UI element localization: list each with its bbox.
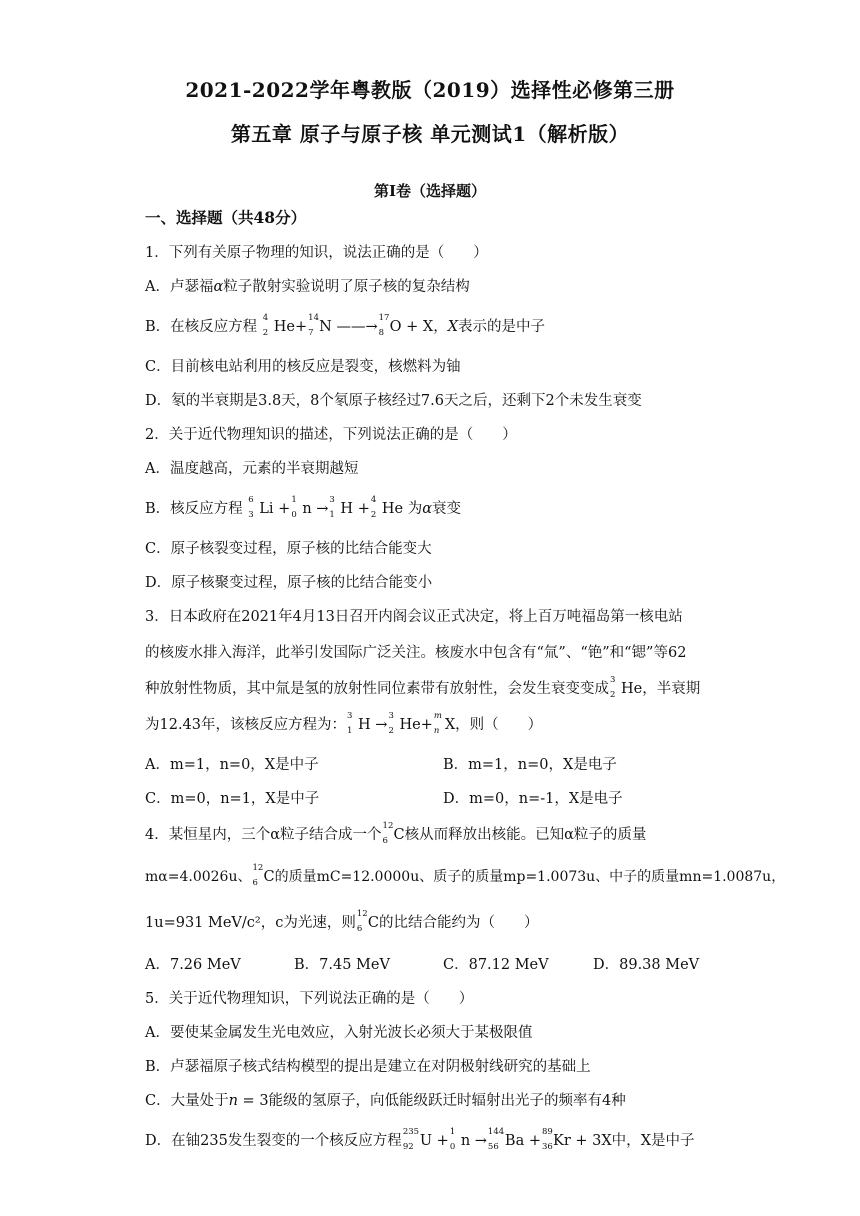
nuclide-he: 4 2 He	[262, 313, 295, 338]
q1-b-text: B．在核反应方程	[145, 319, 258, 335]
q1-b-x: + X，	[406, 319, 448, 335]
q4-line2-end: 的质量mC=12.0000u、质子的质量mp=1.0073u、中子的质量mn=1.0087u，	[274, 869, 786, 885]
q4-line3-end: 的比结合能约为（ ）	[378, 915, 539, 931]
nuclide-he3: 3 2 He	[388, 711, 421, 736]
q3-line3-text: 种放射性物质，其中氚是氢的放射性同位素带有放射性，会发生衰变变成	[145, 681, 609, 697]
nuclide-u235: 235 92 U	[402, 1127, 433, 1152]
q3-option-b: B．m=1，n=0，X是电子	[443, 757, 617, 773]
q2-b-mid: 为	[407, 501, 423, 517]
q2-b-text: B．核反应方程	[145, 501, 243, 517]
q5-option-d	[145, 1129, 695, 1150]
plus-sign: +	[528, 1133, 541, 1149]
reaction-arrow: →	[316, 501, 329, 517]
nuclide-c12: 12 6 C	[252, 863, 275, 888]
q5-c-text-end: = 3能级的氢原子，向低能级跃迁时辐射出光子的频率有4种	[237, 1093, 626, 1109]
nuclide-x: m n X	[433, 711, 456, 736]
q4-line1-end: 核从而释放出核能。已知α粒子的质量	[404, 827, 647, 843]
q2-option-d: D．原子核聚变过程，原子核的比结合能变小	[145, 575, 433, 591]
nuclide-ba: 144 56 Ba	[487, 1127, 525, 1152]
nuclide-c12: 12 6 C	[356, 909, 379, 934]
q1-a-text: A．卢瑟福	[145, 279, 214, 295]
part-title: 一、选择题（共48分）	[145, 208, 307, 227]
reaction-arrow: →	[474, 1133, 487, 1149]
nuclide-he: 4 2 He	[370, 495, 404, 520]
q3-line3-end: ，半衰期	[642, 681, 701, 697]
q5-option-a: A．要使某金属发生光电效应，入射光波长必须大于某极限值	[145, 1025, 533, 1041]
reaction-arrow: ——→	[336, 319, 378, 335]
q5-c-text: C．大量处于	[145, 1093, 229, 1109]
nuclide-n: 14 7 N	[308, 313, 332, 338]
q3-option-a: A．m=1，n=0，X是中子	[145, 757, 319, 773]
plus-sign: +	[295, 319, 308, 335]
plus-sign: +	[278, 501, 291, 517]
q1-b-text-end: 表示的是中子	[458, 319, 546, 335]
q5-option-b: B．卢瑟福原子核式结构模型的提出是建立在对阴极射线研究的基础上	[145, 1059, 591, 1075]
q3-line3	[145, 677, 700, 698]
q5-option-c	[145, 1089, 626, 1110]
q1-stem: 1．下列有关原子物理的知识，说法正确的是（ ）	[145, 245, 488, 261]
q3-line4-text: 为12.43年，该核反应方程为：	[145, 717, 347, 733]
q4-line3-text: 1u=931 MeV/c²，c为光速，则	[145, 915, 356, 931]
q4-line1-text: 4．某恒星内，三个α粒子结合成一个	[145, 827, 382, 843]
q4-option-b: B．7.45 MeV	[294, 957, 390, 973]
plus-sign: +	[357, 501, 370, 517]
q1-option-a	[145, 275, 470, 296]
nuclide-neutron: 1 0 n	[291, 495, 312, 520]
q3-line4	[145, 713, 542, 734]
q5-stem: 5．关于近代物理知识，下列说法正确的是（ ）	[145, 991, 474, 1007]
q4-option-d: D．89.38 MeV	[593, 957, 700, 973]
nuclide-he3: 3 2 He	[610, 675, 643, 700]
q5-d-text-end: X是中子	[640, 1133, 695, 1149]
q2-option-c: C．原子核裂变过程，原子核的比结合能变大	[145, 541, 432, 557]
q1-option-d: D．氡的半衰期是3.8天，8个氡原子核经过7.6天之后，还剩下2个未发生衰变	[145, 393, 642, 409]
nuclide-li: 6 3 Li	[248, 495, 274, 520]
q4-line2	[145, 863, 786, 888]
q4-line2-text: mα=4.0026u、	[145, 869, 252, 885]
q4-line3	[145, 911, 538, 932]
nuclide-neutron: 1 0 n	[449, 1127, 471, 1152]
q1-a-text-end: 粒子散射实验说明了原子核的复杂结构	[223, 279, 470, 295]
q1-option-c: C．目前核电站利用的核反应是裂变，核燃料为铀	[145, 359, 461, 375]
nuclide-h: 3 1 H	[329, 495, 354, 520]
q3-line1: 3．日本政府在2021年4月13日召开内阁会议正式决定，将上百万吨福岛第一核电站	[145, 609, 683, 625]
nuclide-h3: 3 1 H	[347, 711, 371, 736]
q3-option-d: D．m=0，n=-1，X是电子	[443, 791, 623, 807]
q5-d-x: + 3X中，	[575, 1133, 641, 1149]
nuclide-kr: 89 36 Kr	[542, 1127, 571, 1152]
exam-title-line1: 2021-2022学年粤教版（2019）选择性必修第三册	[185, 78, 675, 102]
q2-option-b	[145, 497, 461, 518]
q2-b-text-end: 衰变	[431, 501, 461, 517]
alpha-symbol: α	[213, 279, 224, 295]
plus-sign: +	[436, 1133, 449, 1149]
nuclide-o: 17 8 O	[378, 313, 402, 338]
q3-line4-end: ，则（ ）	[455, 717, 543, 733]
exam-title-line2: 第五章 原子与原子核 单元测试1（解析版）	[230, 122, 630, 146]
plus-sign: +	[420, 717, 433, 733]
nuclide-c12: 12 6 C	[382, 821, 405, 846]
q1-option-b	[145, 315, 545, 336]
q2-option-a: A．温度越高，元素的半衰期越短	[145, 461, 359, 477]
q3-line2: 的核废水排入海洋，此举引发国际广泛关注。核废水中包含有“氚”、“铯”和“锶”等62	[145, 645, 687, 661]
q4-line1	[145, 823, 646, 844]
section-title: 第I卷（选择题）	[373, 182, 487, 200]
q4-option-c: C．87.12 MeV	[443, 957, 549, 973]
q3-option-c: C．m=0，n=1，X是中子	[145, 791, 320, 807]
q1-b-x-italic: X	[447, 319, 459, 335]
q5-c-n: n	[228, 1093, 238, 1109]
reaction-arrow: →	[375, 717, 388, 733]
q4-option-a: A．7.26 MeV	[145, 957, 241, 973]
alpha-symbol: α	[422, 501, 432, 517]
q2-stem: 2．关于近代物理知识的描述，下列说法正确的是（ ）	[145, 427, 517, 443]
q5-d-text: D．在铀235发生裂变的一个核反应方程	[145, 1133, 402, 1149]
